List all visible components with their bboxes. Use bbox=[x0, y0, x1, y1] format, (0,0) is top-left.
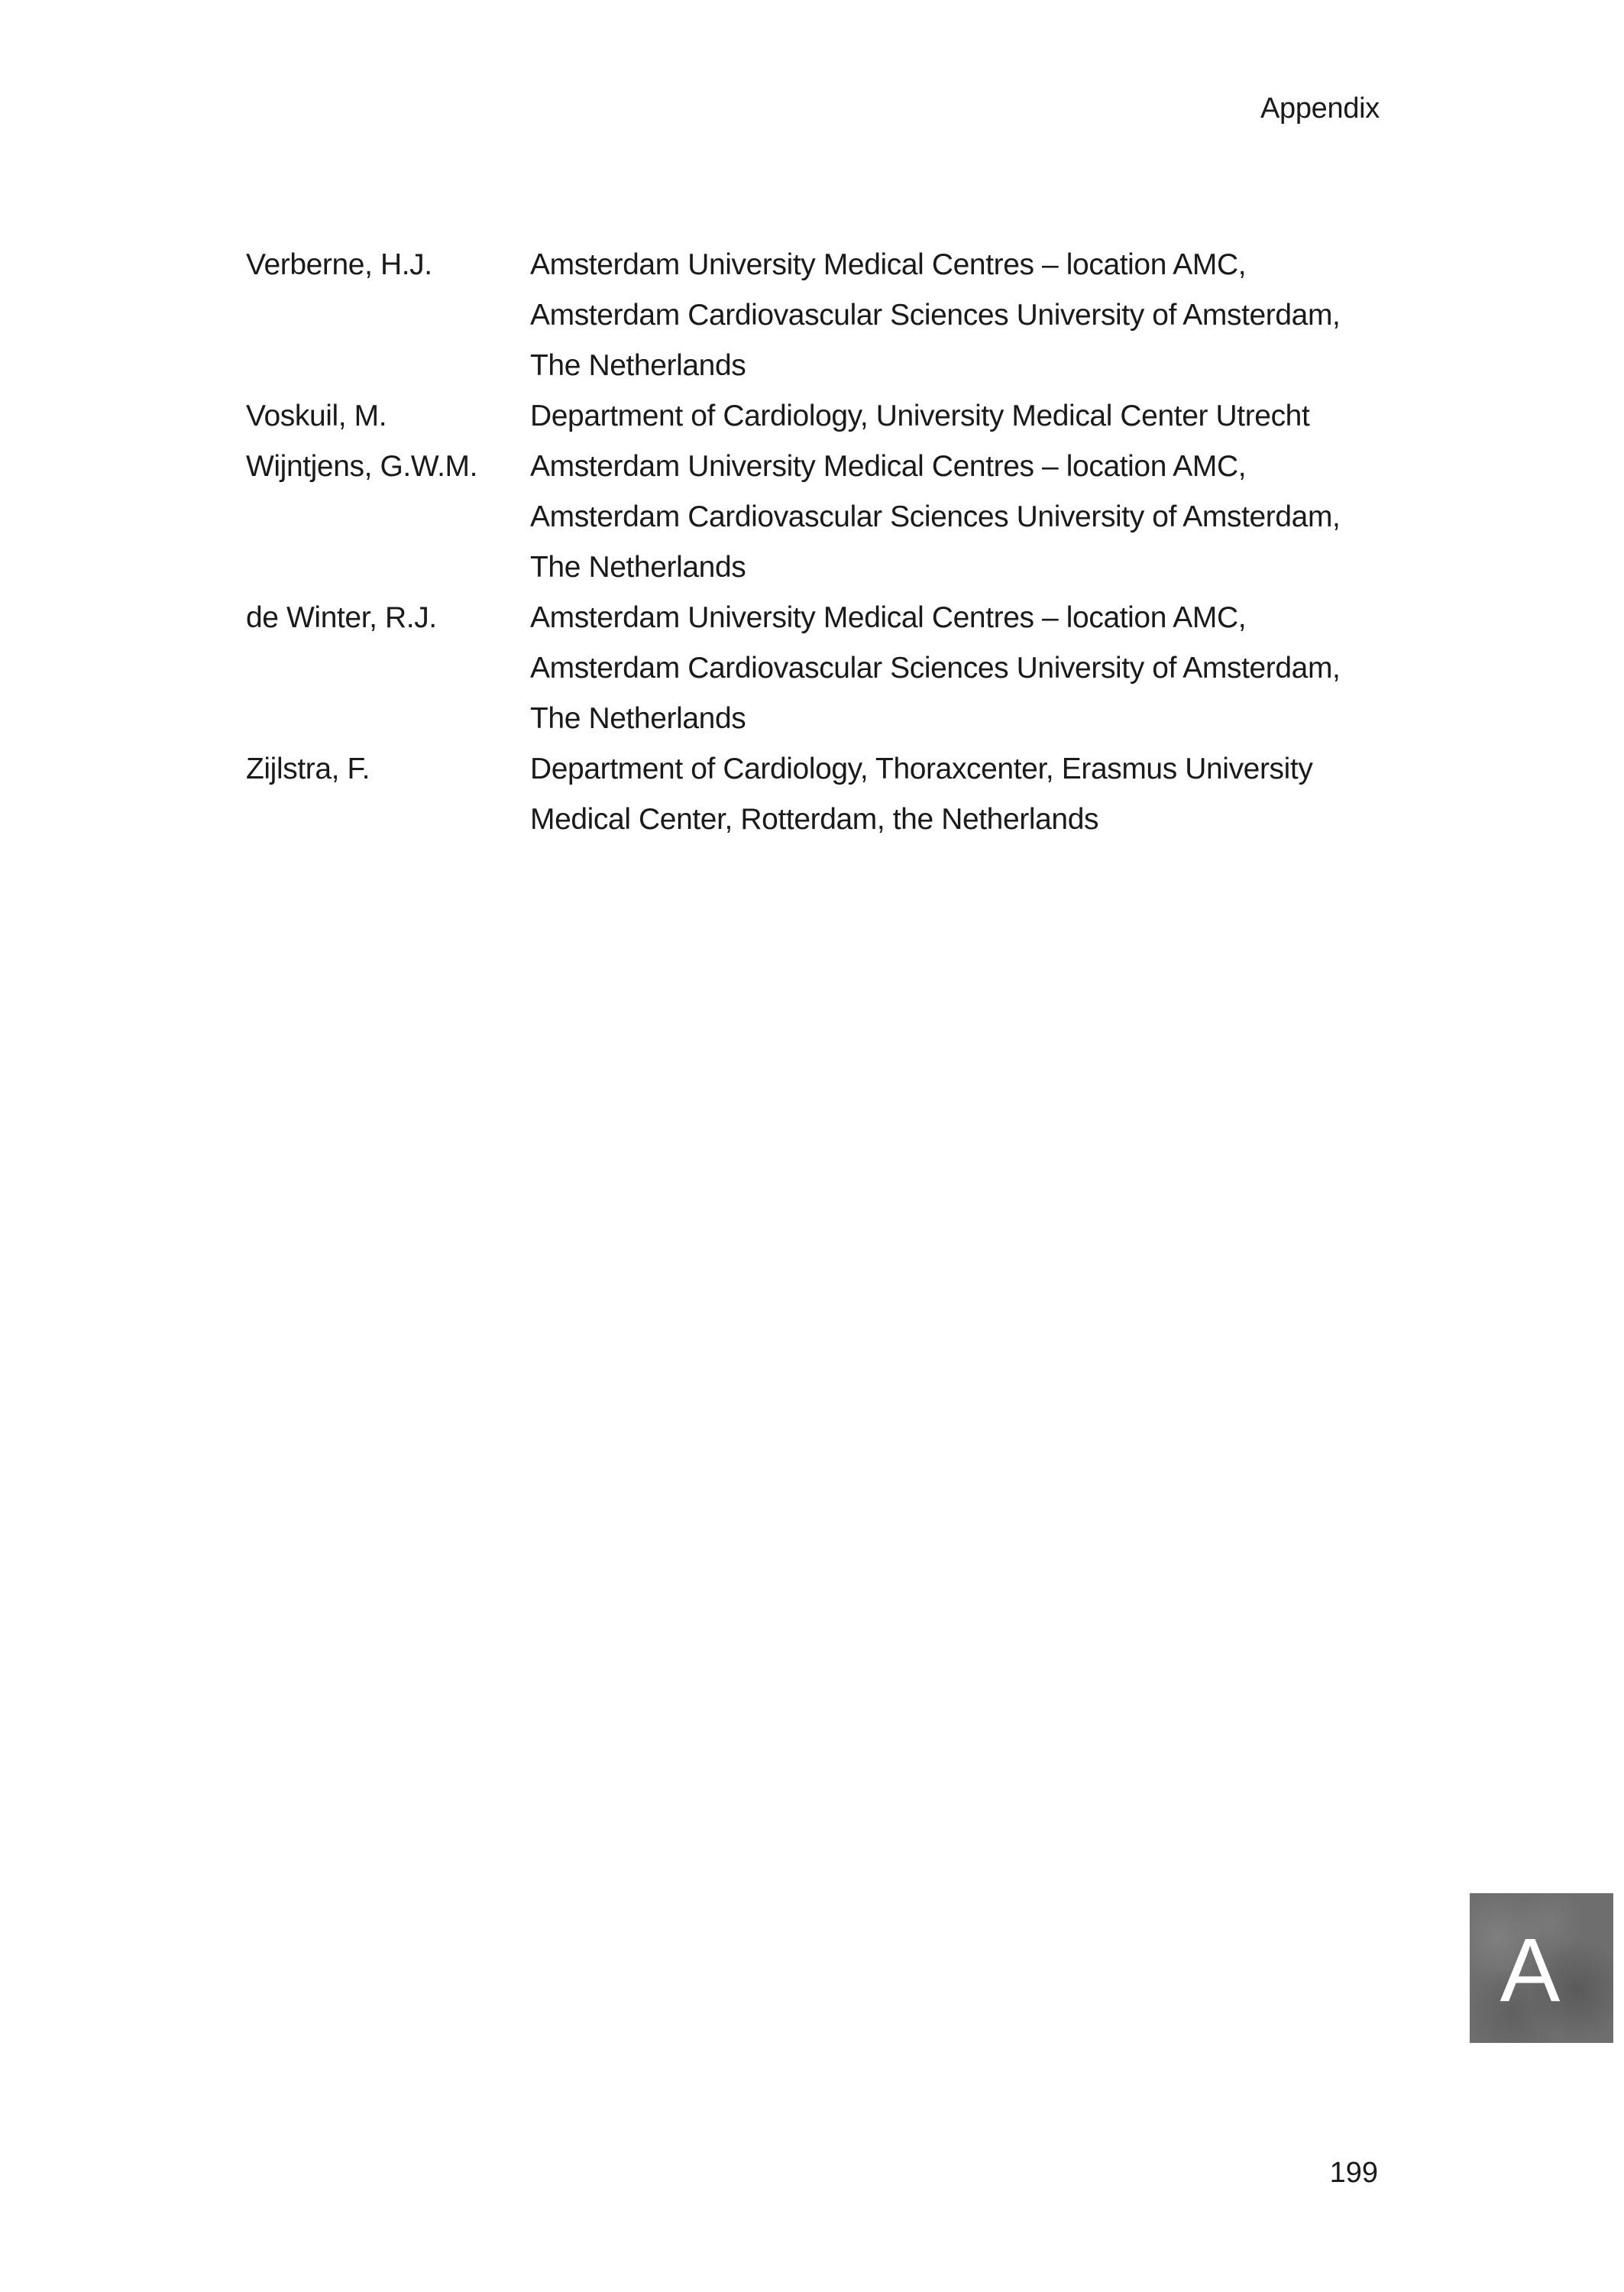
affiliation-line: Medical Center, Rotterdam, the Netherlands bbox=[530, 803, 1099, 836]
author-entry bbox=[246, 442, 1392, 593]
author-name: Wijntjens, G.W.M. bbox=[246, 450, 478, 483]
author-name: Voskuil, M. bbox=[246, 400, 387, 432]
author-affiliation bbox=[530, 240, 1392, 391]
affiliation-line: The Netherlands bbox=[530, 551, 746, 584]
affiliation-line: Department of Cardiology, Thoraxcenter, Erasmus University bbox=[530, 753, 1313, 785]
affiliation-line: Amsterdam University Medical Centres – location AMC, bbox=[530, 601, 1247, 634]
author-name: Verberne, H.J. bbox=[246, 248, 432, 281]
author-name: Zijlstra, F. bbox=[246, 753, 370, 785]
author-affiliation-list bbox=[246, 240, 1392, 845]
author-affiliation bbox=[530, 442, 1392, 593]
chapter-tab bbox=[1470, 1893, 1613, 2043]
affiliation-line: Amsterdam Cardiovascular Sciences University of Amsterdam, bbox=[530, 652, 1341, 685]
affiliation-line: Amsterdam University Medical Centres – location AMC, bbox=[530, 450, 1247, 483]
author-affiliation bbox=[530, 744, 1392, 845]
chapter-tab-letter: A bbox=[1499, 1920, 1561, 2021]
author-entry bbox=[246, 240, 1392, 391]
affiliation-line: Amsterdam University Medical Centres – location AMC, bbox=[530, 248, 1247, 281]
author-entry bbox=[246, 391, 1392, 442]
author-affiliation bbox=[530, 391, 1392, 442]
affiliation-line: The Netherlands bbox=[530, 349, 746, 382]
affiliation-line: The Netherlands bbox=[530, 702, 746, 735]
author-entry bbox=[246, 744, 1392, 845]
running-header: Appendix bbox=[1260, 92, 1380, 125]
affiliation-line: Amsterdam Cardiovascular Sciences University of Amsterdam, bbox=[530, 299, 1341, 332]
page-number: 199 bbox=[1329, 2157, 1378, 2189]
affiliation-line: Amsterdam Cardiovascular Sciences University of Amsterdam, bbox=[530, 500, 1341, 533]
author-name: de Winter, R.J. bbox=[246, 601, 437, 634]
author-affiliation bbox=[530, 593, 1392, 744]
affiliation-line: Department of Cardiology, University Medical Center Utrecht bbox=[530, 400, 1310, 432]
author-entry bbox=[246, 593, 1392, 744]
